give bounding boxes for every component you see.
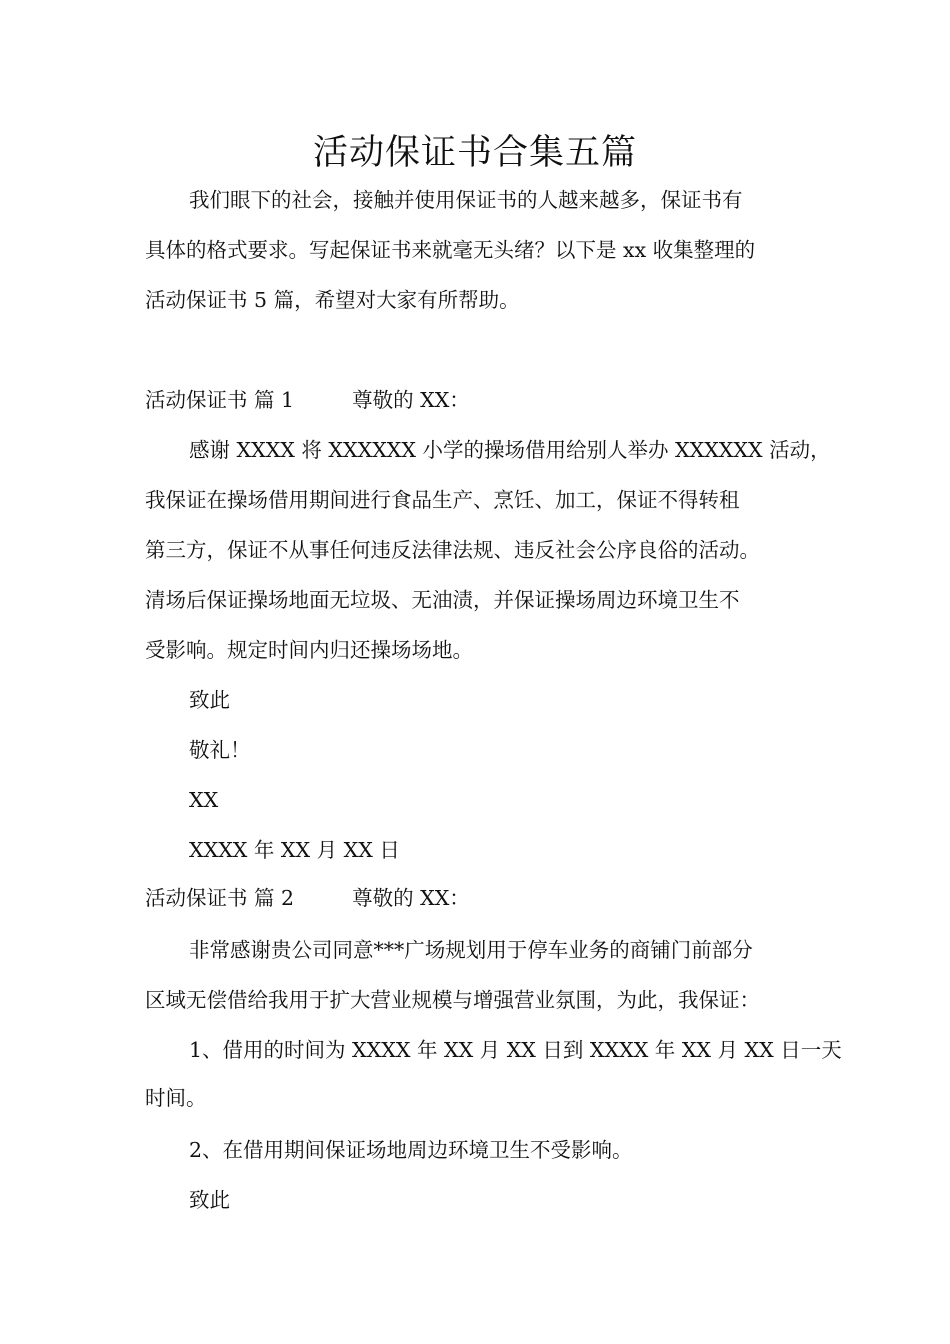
section1-closing-1: 致此 xyxy=(189,688,230,712)
section1-body-line-2: 我保证在操场借用期间进行食品生产、烹饪、加工，保证不得转租 xyxy=(145,488,740,512)
document-title: 活动保证书合集五篇 xyxy=(312,133,637,173)
section2-body-line-1: 非常感谢贵公司同意***广场规划用于停车业务的商铺门前部分 xyxy=(189,938,753,962)
section1-date: XXXX 年 XX 月 XX 日 xyxy=(189,838,400,862)
section2-heading: 活动保证书 篇 2 xyxy=(145,886,295,910)
section2-closing-1: 致此 xyxy=(189,1188,230,1212)
intro-line-2: 具体的格式要求。写起保证书来就毫无头绪？以下是 xx 收集整理的 xyxy=(145,238,756,262)
section1-body-line-4: 清场后保证操场地面无垃圾、无油渍，并保证操场周边环境卫生不 xyxy=(145,588,740,612)
section1-body-line-5: 受影响。规定时间内归还操场场地。 xyxy=(145,638,473,662)
section1-heading-line xyxy=(145,385,825,415)
intro-line-1: 我们眼下的社会，接触并使用保证书的人越来越多，保证书有 xyxy=(189,188,743,212)
section2-body-line-5: 2、在借用期间保证场地周边环境卫生不受影响。 xyxy=(189,1138,633,1162)
section2-salutation: 尊敬的 XX： xyxy=(352,886,470,910)
section2-body-line-4: 时间。 xyxy=(145,1086,207,1110)
section1-closing-2: 敬礼！ xyxy=(189,738,251,762)
section1-signature: XX xyxy=(189,788,219,812)
section1-salutation: 尊敬的 XX： xyxy=(352,388,470,412)
section1-body-line-1: 感谢 XXXX 将 XXXXXX 小学的操场借用给别人举办 XXXXXX 活动， xyxy=(189,438,831,462)
section2-heading-line xyxy=(145,883,825,913)
section1-heading: 活动保证书 篇 1 xyxy=(145,388,295,412)
section2-body-line-3: 1、借用的时间为 XXXX 年 XX 月 XX 日到 XXXX 年 XX 月 XX 日一天 xyxy=(189,1038,842,1062)
intro-line-3: 活动保证书 5 篇，希望对大家有所帮助。 xyxy=(145,288,520,312)
section2-body-line-2: 区域无偿借给我用于扩大营业规模与增强营业氛围，为此，我保证： xyxy=(145,988,760,1012)
section1-body-line-3: 第三方，保证不从事任何违反法律法规、违反社会公序良俗的活动。 xyxy=(145,538,760,562)
